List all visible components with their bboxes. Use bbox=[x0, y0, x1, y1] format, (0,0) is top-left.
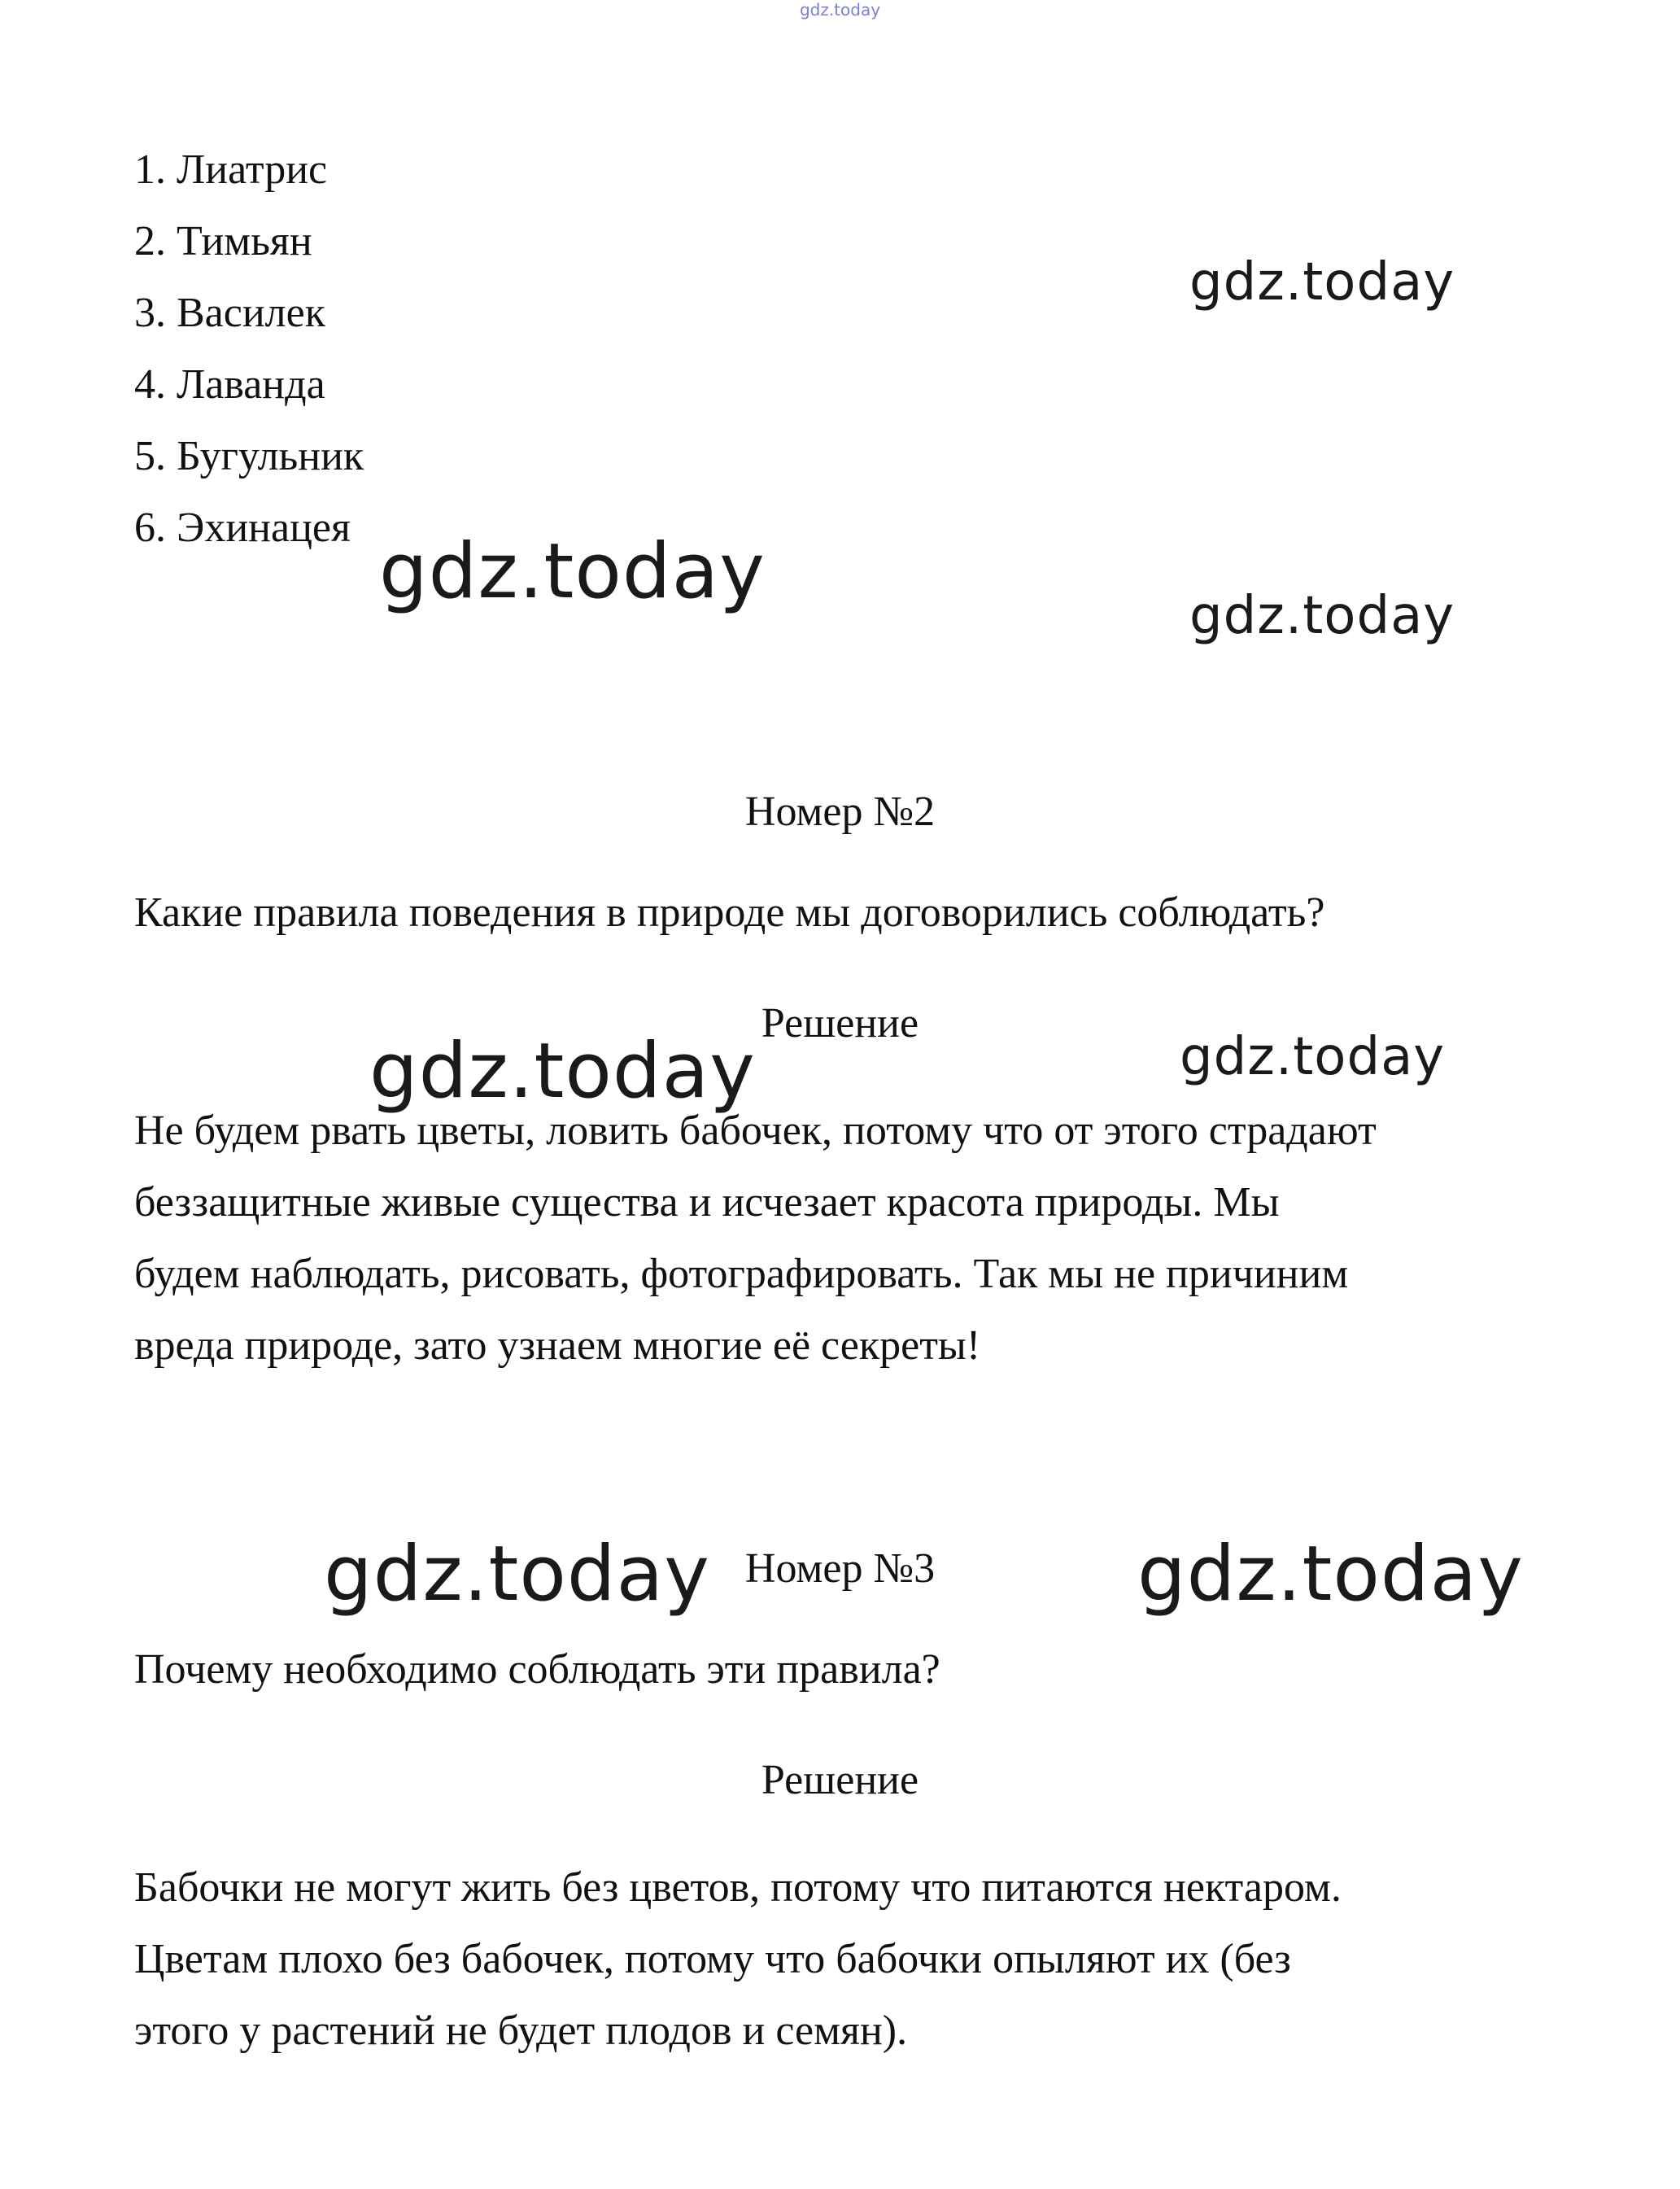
answer-line: Бабочки не могут жить без цветов, потому что питаются нектаром. bbox=[134, 1864, 1342, 1911]
task2-solution-label: Решение bbox=[761, 1000, 919, 1046]
task2-question: Какие правила поведения в природе мы договорились соблюдать? bbox=[134, 889, 1325, 936]
watermark-text: gdz.today bbox=[1180, 1027, 1446, 1087]
list-item: 2. Тимьян bbox=[134, 218, 312, 264]
watermark-text: gdz.today bbox=[369, 1027, 756, 1116]
answer-line: этого у растений не будет плодов и семян). bbox=[134, 2008, 908, 2054]
task3-answer bbox=[134, 1852, 1582, 2067]
watermark-text: gdz.today bbox=[1189, 586, 1455, 646]
header-watermark: gdz.today bbox=[799, 0, 881, 20]
watermark-text: gdz.today bbox=[379, 527, 766, 616]
flowers-list bbox=[134, 134, 364, 564]
watermark-text: gdz.today bbox=[1137, 1530, 1524, 1619]
watermark-text: gdz.today bbox=[1189, 252, 1455, 312]
task2-title: Номер №2 bbox=[744, 789, 936, 835]
list-item: 1. Лиатрис bbox=[134, 146, 328, 193]
watermark-text: gdz.today bbox=[324, 1530, 710, 1619]
list-item: 5. Бугульник bbox=[134, 433, 364, 479]
answer-line: беззащитные живые существа и исчезает красота природы. Мы bbox=[134, 1179, 1280, 1226]
task3-question: Почему необходимо соблюдать эти правила? bbox=[134, 1646, 940, 1693]
answer-line: будем наблюдать, рисовать, фотографировать. Так мы не причиним bbox=[134, 1251, 1349, 1297]
answer-line: Цветам плохо без бабочек, потому что бабочки опыляют их (без bbox=[134, 1936, 1291, 1982]
list-item: 3. Василек bbox=[134, 290, 325, 336]
task2-answer bbox=[134, 1095, 1582, 1382]
list-item: 6. Эхинацея bbox=[134, 505, 351, 551]
list-item: 4. Лаванда bbox=[134, 361, 325, 408]
answer-line: Не будем рвать цветы, ловить бабочек, потому что от этого страдают bbox=[134, 1108, 1377, 1154]
task3-title: Номер №3 bbox=[744, 1545, 936, 1592]
answer-line: вреда природе, зато узнаем многие её секреты! bbox=[134, 1322, 981, 1369]
task3-solution-label: Решение bbox=[761, 1757, 919, 1803]
